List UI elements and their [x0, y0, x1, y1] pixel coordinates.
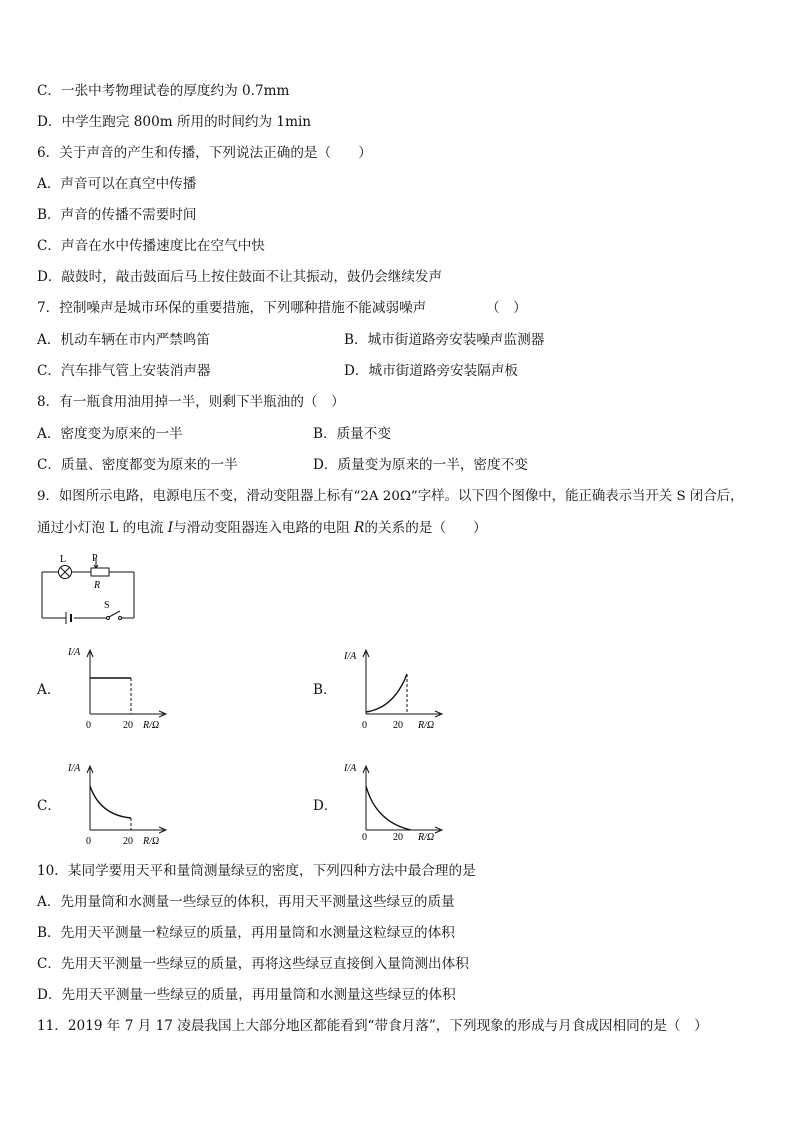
- q9-stem-text-3: 的关系的是（ ）: [364, 520, 487, 536]
- graph-d-xlabel: R/Ω: [418, 832, 435, 843]
- q9-graph-c: [60, 760, 180, 852]
- graph-c-origin: 0: [86, 836, 91, 847]
- q7-option-a: A．机动车辆在市内严禁鸣笛: [37, 332, 210, 348]
- q9-option-b-label: B．: [313, 682, 337, 698]
- q8-option-d: D．质量变为原来的一半，密度不变: [313, 457, 528, 473]
- graph-a-xlabel: R/Ω: [143, 720, 160, 731]
- q6-option-a: A．声音可以在真空中传播: [37, 176, 197, 192]
- q7-stem: 7．控制噪声是城市环保的重要措施，下列哪种措施不能减弱噪声: [37, 300, 427, 316]
- lamp-symbol: [59, 566, 72, 579]
- q8-stem: 8．有一瓶食用油用掉一半，则剩下半瓶油的（ ）: [37, 394, 345, 410]
- graph-d-tick: 20: [393, 832, 403, 843]
- graph-b-ylabel: I/A: [344, 651, 357, 662]
- q11-stem: 11．2019 年 7 月 17 凌晨我国上大部分地区都能看到“带食月落”，下列现象的形成与月食成因相同的是（ ）: [37, 1018, 708, 1034]
- q9-stem-line2: [37, 519, 487, 537]
- q9-graph-b: [336, 644, 456, 736]
- graph-a-ylabel: I/A: [68, 647, 81, 658]
- battery-symbol: [66, 612, 71, 624]
- q9-option-d-label: D．: [313, 798, 338, 814]
- q6-option-b: B．声音的传播不需要时间: [37, 207, 197, 223]
- q9-stem-line1: 9．如图所示电路，电源电压不变，滑动变阻器上标有“2A 20Ω”字样。以下四个图像中，能正确表示当开关 S 闭合后，: [37, 489, 744, 504]
- q9-option-a-label: A．: [37, 682, 61, 698]
- graph-b-xlabel: R/Ω: [418, 720, 435, 731]
- q9-symbol-current: I: [167, 520, 174, 536]
- graph-a-tick: 20: [123, 720, 133, 731]
- graph-c-xlabel: R/Ω: [143, 836, 160, 847]
- q10-stem: 10．某同学要用天平和量筒测量绿豆的密度，下列四种方法中最合理的是: [37, 863, 476, 879]
- q10-option-b: B．先用天平测量一粒绿豆的质量，再用量筒和水测量这粒绿豆的体积: [37, 925, 455, 941]
- q7-option-c: C．汽车排气管上安装消声器: [37, 363, 211, 379]
- q9-symbol-resistance: R: [354, 520, 365, 536]
- q5-option-c: C．一张中考物理试卷的厚度约为 0.7mm: [37, 83, 290, 99]
- q10-option-d: D．先用天平测量一些绿豆的质量，再用量筒和水测量这些绿豆的体积: [37, 987, 456, 1003]
- q9-graph-a: [60, 644, 180, 736]
- q10-option-a: A．先用量筒和水测量一些绿豆的体积，再用天平测量这些绿豆的质量: [37, 894, 455, 910]
- switch-label: S: [104, 600, 110, 611]
- q7-answer-paren: （ ）: [486, 300, 527, 316]
- switch-symbol: [107, 611, 122, 620]
- q5-option-d: D．中学生跑完 800m 所用的时间约为 1min: [37, 114, 312, 130]
- q6-stem: 6．关于声音的产生和传播，下列说法正确的是（ ）: [37, 145, 372, 161]
- graph-d-ylabel: I/A: [344, 763, 357, 774]
- q8-option-b: B．质量不变: [313, 426, 391, 442]
- graph-d-origin: 0: [362, 832, 367, 843]
- resistor-label: R: [94, 580, 101, 591]
- q6-option-d: D．敲鼓时，敲击鼓面后马上按住鼓面不让其振动，鼓仍会继续发声: [37, 269, 443, 285]
- q9-option-c-label: C．: [37, 798, 61, 814]
- q9-stem-text-2: 与滑动变阻器连入电路的电阻: [173, 520, 355, 536]
- q7-option-d: D．城市街道路旁安装隔声板: [344, 363, 519, 379]
- graph-c-tick: 20: [123, 836, 133, 847]
- q9-graph-d: [336, 760, 456, 852]
- q6-option-c: C．声音在水中传播速度比在空气中快: [37, 238, 265, 254]
- q8-option-a: A．密度变为原来的一半: [37, 426, 183, 442]
- q8-option-c: C．质量、密度都变为原来的一半: [37, 457, 238, 473]
- graph-b-tick: 20: [393, 720, 403, 731]
- graph-a-origin: 0: [86, 720, 91, 731]
- graph-c-ylabel: I/A: [68, 763, 81, 774]
- q7-option-b: B．城市街道路旁安装噪声监测器: [344, 332, 545, 348]
- slider-label: P: [92, 553, 98, 564]
- graph-b-origin: 0: [362, 720, 367, 731]
- q9-stem-text-1: 通过小灯泡 L 的电流: [37, 520, 168, 536]
- lamp-label: L: [60, 554, 67, 565]
- q9-circuit-diagram: [36, 552, 146, 624]
- q10-option-c: C．先用天平测量一些绿豆的质量，再将这些绿豆直接倒入量筒测出体积: [37, 956, 469, 972]
